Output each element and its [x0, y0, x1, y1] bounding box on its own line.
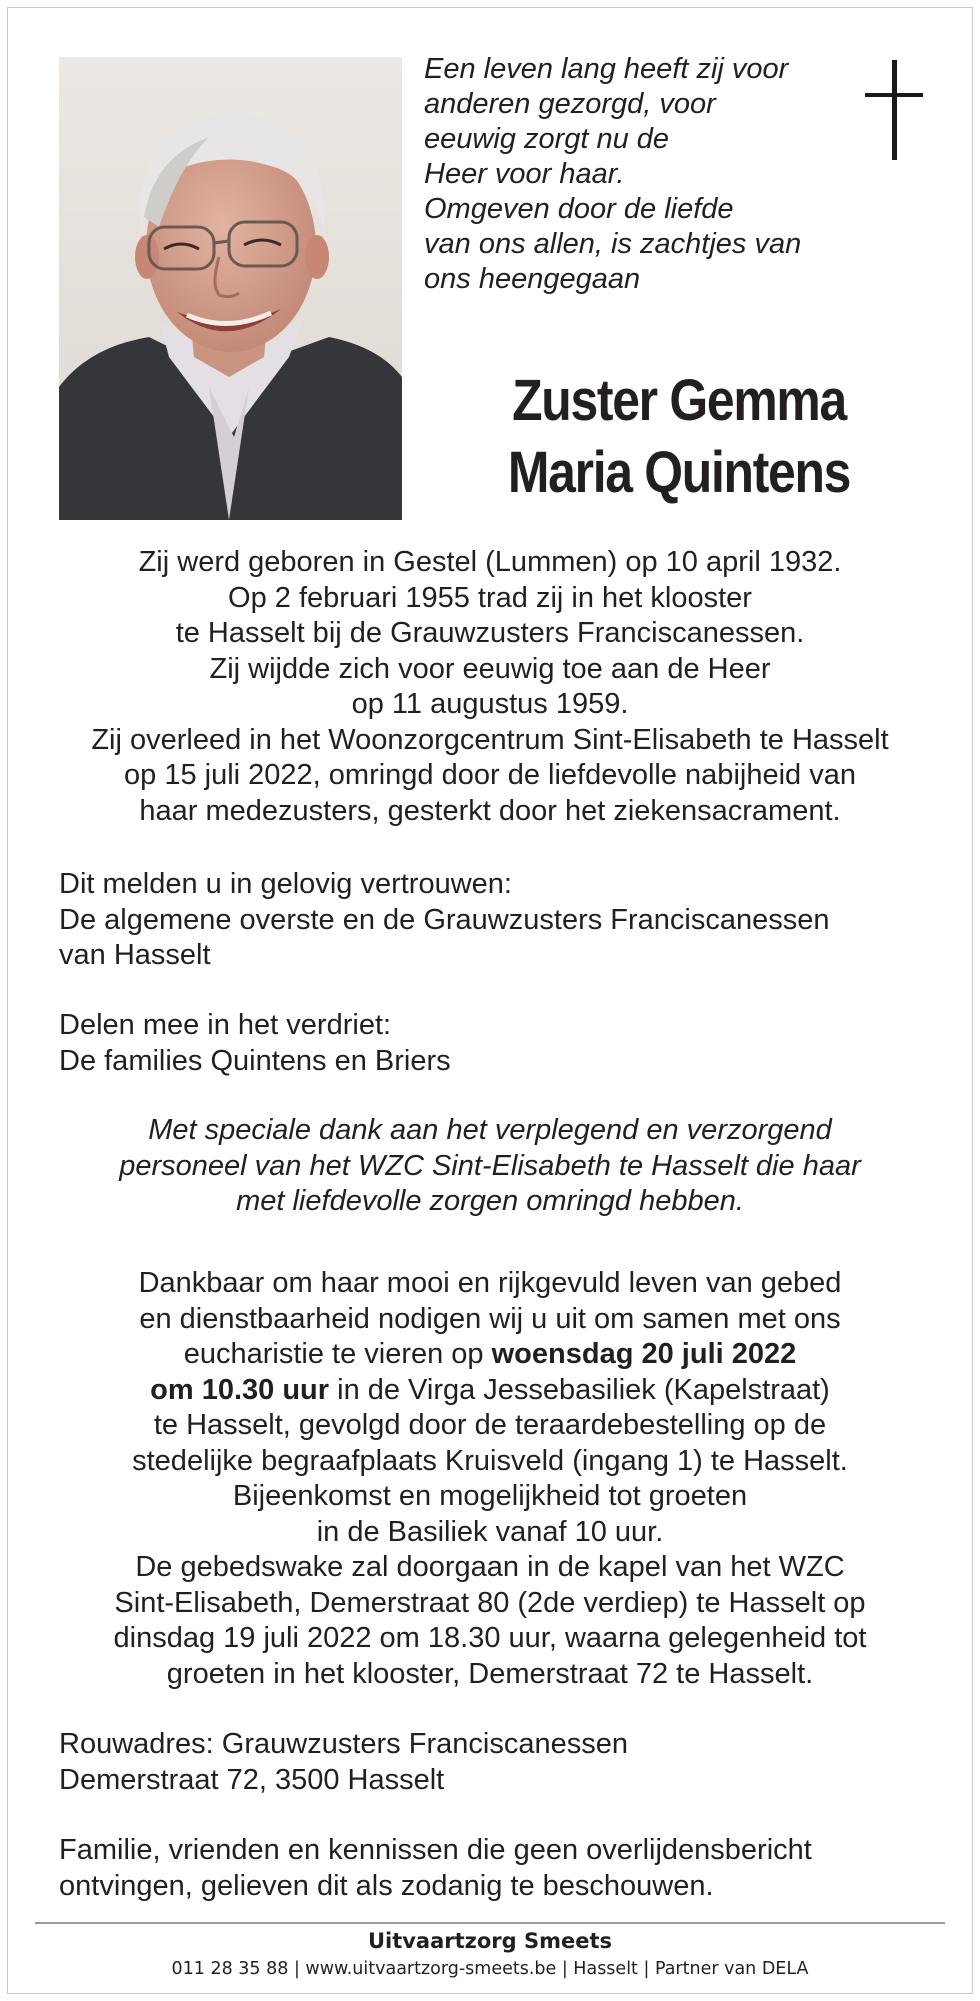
notice	[59, 1833, 939, 1904]
funeral-home-name: Uitvaartzorg Smeets	[367, 1929, 613, 1953]
service-line	[40, 1373, 940, 1409]
announce-line: De algemene overste en de Grauwzusters Franciscanessen	[59, 903, 830, 936]
bio-line: Zij werd geboren in Gestel (Lummen) op 10 april 1932.	[138, 546, 842, 578]
thanks-line: met liefdevolle zorgen omringd hebben.	[236, 1185, 744, 1217]
service-details	[40, 1266, 940, 1692]
family-section	[59, 1008, 939, 1079]
share-line: Delen mee in het verdriet:	[59, 1009, 392, 1041]
biography	[40, 545, 940, 829]
address-line: Rouwadres: Grauwzusters Franciscanessen	[59, 1728, 628, 1760]
thanks-line: Met speciale dank aan het verplegend en verzorgend	[148, 1114, 832, 1146]
bio-line: Op 2 februari 1955 trad zij in het klooster	[228, 581, 752, 614]
share-line: De families Quintens en Briers	[59, 1044, 451, 1077]
portrait-photo	[59, 57, 402, 520]
address-line: Demerstraat 72, 3500 Hasselt	[59, 1763, 445, 1796]
notice-line: ontvingen, gelieven dit als zodanig te beschouwen.	[59, 1869, 714, 1902]
service-line	[40, 1337, 940, 1373]
thanks-note	[40, 1113, 940, 1220]
name-line: Maria Quintens	[507, 440, 851, 505]
service-line: Bijeenkomst en mogelijkheid tot groeten	[232, 1480, 748, 1512]
service-time: om 10.30 uur	[150, 1373, 330, 1406]
notice-line: Familie, vrienden en kennissen die geen overlijdensbericht	[59, 1834, 812, 1866]
memorial-verse	[424, 52, 844, 297]
verse-line: anderen gezorgd, voor	[424, 88, 716, 120]
bio-line: op 15 juli 2022, omringd door de liefdevolle nabijheid van	[124, 759, 856, 791]
verse-line: eeuwig zorgt nu de	[424, 123, 670, 155]
mourning-address	[59, 1727, 939, 1798]
service-line: Sint-Elisabeth, Demerstraat 80 (2de verdiep) te Hasselt op	[114, 1586, 866, 1619]
service-text: in de Virga Jessebasiliek (Kapelstraat)	[329, 1373, 830, 1406]
bio-line: haar medezusters, gesterkt door het ziekensacrament.	[139, 794, 841, 827]
verse-line: Een leven lang heeft zij voor	[424, 53, 789, 85]
service-line: en dienstbaarheid nodigen wij u uit om samen met ons	[139, 1302, 841, 1335]
service-text: eucharistie te vieren op	[183, 1338, 492, 1370]
bio-line: op 11 augustus 1959.	[351, 688, 629, 720]
service-line: Dankbaar om haar mooi en rijkgevuld leven van gebed	[138, 1267, 842, 1299]
verse-line: Heer voor haar.	[424, 158, 625, 190]
bio-line: Zij overleed in het Woonzorgcentrum Sint-Elisabeth te Hasselt	[91, 723, 889, 756]
verse-line: Omgeven door de liefde	[424, 193, 734, 225]
footer-divider	[35, 1922, 945, 1924]
funeral-home-contact: 011 28 35 88 | www.uitvaartzorg-smeets.be | Hasselt | Partner van DELA	[171, 1959, 809, 1979]
verse-line: van ons allen, is zachtjes van	[424, 228, 802, 260]
service-date: woensdag 20 juli 2022	[491, 1338, 797, 1370]
announce-line: Dit melden u in gelovig vertrouwen:	[59, 868, 512, 900]
service-line: in de Basiliek vanaf 10 uur.	[316, 1515, 664, 1548]
thanks-line: personeel van het WZC Sint-Elisabeth te Hasselt die haar	[119, 1149, 861, 1182]
bio-line: te Hasselt bij de Grauwzusters Franciscanessen.	[175, 617, 805, 649]
bio-line: Zij wijdde zich voor eeuwig toe aan de Heer	[209, 652, 771, 685]
service-line: De gebedswake zal doorgaan in de kapel van het WZC	[135, 1551, 845, 1583]
service-line: stedelijke begraafplaats Kruisveld (ingang 1) te Hasselt.	[132, 1444, 848, 1477]
service-line: te Hasselt, gevolgd door de teraardebestelling op de	[153, 1409, 827, 1441]
name-line: Zuster Gemma	[512, 368, 846, 433]
service-line: groeten in het klooster, Demerstraat 72 te Hasselt.	[166, 1657, 814, 1690]
service-line: dinsdag 19 juli 2022 om 18.30 uur, waarna gelegenheid tot	[113, 1622, 867, 1654]
verse-line: ons heengegaan	[424, 263, 641, 295]
announcement	[59, 867, 939, 974]
cross-icon	[865, 60, 923, 160]
announce-line: van Hasselt	[59, 939, 211, 971]
deceased-name	[460, 365, 899, 509]
